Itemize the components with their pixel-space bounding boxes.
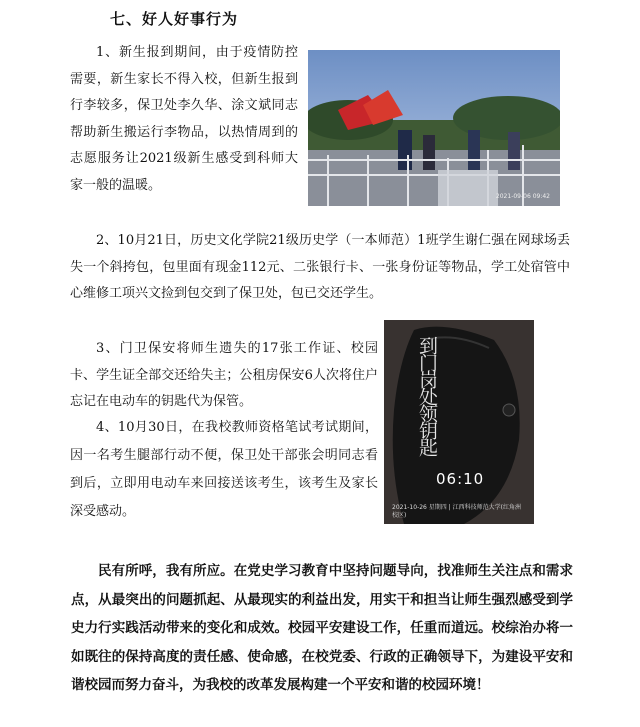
photo2-time: 06:10 <box>436 470 485 488</box>
item-4-paragraph: 4、10月30日，在我校教师资格笔试考试期间，因一名考生腿部行动不便，保卫处干部张会明同志看到后，立即用电动车来回接送该考生，该考生及家长深受感动。 <box>70 420 378 519</box>
registration-scene-graphic <box>308 50 560 206</box>
item-2-paragraph: 2、10月21日，历史文化学院21级历史学（一本师范）1班学生谢仁强在网球场丢失一个斜挎包，包里面有现金112元、二张银行卡、一张身份证等物品，学工处宿管中心维修工项兴文捡到包交到了保卫处，包已交还学生。 <box>70 233 570 301</box>
key-notice-photo <box>384 320 534 524</box>
handwritten-note: 到门岗处领钥匙 <box>416 336 438 455</box>
photo2-caption <box>392 504 521 520</box>
photo1-caption: 2021-09-06 09:42 <box>495 193 550 200</box>
item-3-paragraph: 3、门卫保安将师生遗失的17张工作证、校园卡、学生证全部交还给失主；公租房保安6人次将住户忘记在电动车的钥匙代为保管。 <box>70 341 378 409</box>
scooter-seat-graphic <box>384 320 534 524</box>
section-title: 七、好人好事行为 <box>110 10 239 28</box>
photo2-caption-line2: 校区) <box>392 512 407 519</box>
registration-photo <box>308 50 560 206</box>
item-1-paragraph: 1、新生报到期间，由于疫情防控需要，新生家长不得入校，但新生报到行李较多，保卫处李久华、涂文斌同志帮助新生搬运行李物品，以热情周到的志愿服务让2021级新生感受到科师大家一般的温暖。 <box>70 45 298 193</box>
closing-paragraph: 民有所呼，我有所应。在党史学习教育中坚持问题导向，找准师生关注点和需求点，从最突出的问题抓起、从最现实的利益出发，用实干和担当让师生强烈感受到学史力行实践活动带来的变化和成效。校园平安建设工作，任重而道远。校综治办将一如既往的保持高度的责任感、使命感，在校党委、行政的正确领导下，为建设平安和谐校园而努力奋斗，为我校的改革发展构建一个平安和谐的校园环境！ <box>71 563 573 693</box>
photo2-caption-line1: 2021-10-26 星期四 | 江西科技师范大学(红角洲 <box>392 504 521 511</box>
